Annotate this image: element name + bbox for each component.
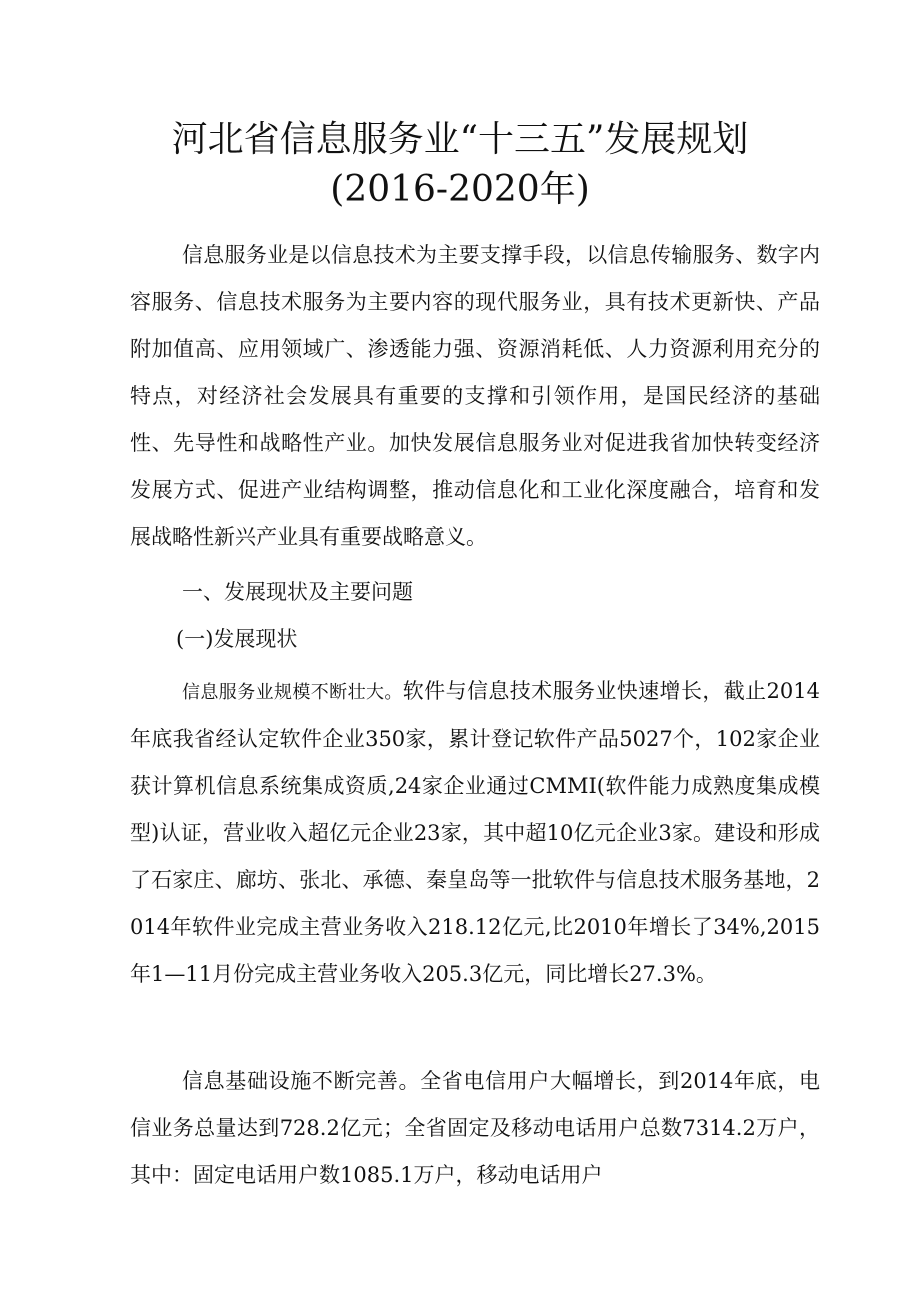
infrastructure-paragraph [130, 1058, 820, 1199]
document-title-years: (2016-2020年) [330, 169, 590, 210]
scale-paragraph [130, 668, 820, 998]
section-heading: 一、发展现状及主要问题 [182, 580, 413, 604]
subsection-heading: (一)发展现状 [176, 627, 298, 651]
intro-paragraph: 信息服务业是以信息技术为主要支撑手段，以信息传输服务、数字内容服务、信息技术服务为主要内容的现代服务业，具有技术更新快、产品附加值高、应用领域广、渗透能力强、资源消耗低、人力资源利用充分的特点，对经济社会发展具有重要的支撑和引领作用，是国民经济的基础性、先导性和战略性产业。加快发展信息服务业对促进我省加快转变经济发展方式、促进产业结构调整，推动信息化和工业化深度融合，培育和发展战略性新兴产业具有重要战略意义。 [130, 243, 820, 549]
scale-paragraph-body: 软件与信息技术服务业快速增长，截止2014年底我省经认定软件企业350家，累计登记软件产品5027个，102家企业获计算机信息系统集成资质,24家企业通过CMMI(软件能力成熟度集成模型)认证，营业收入超亿元企业23家，其中超10亿元企业3家。建设和形成了石家庄、廊坊、张北、承德、秦皇岛等一批软件与信息技术服务基地，2014年软件业完成主营业务收入218.12亿元,比2010年增长了34%,2015年1—11月份完成主营业务收入205.3亿元，同比增长27.3%。 [130, 679, 820, 986]
document-title: 河北省信息服务业“十三五”发展规划 [171, 119, 749, 160]
infrastructure-paragraph-body: 全省电信用户大幅增长，到2014年底，电信业务总量达到728.2亿元；全省固定及移动电话用户总数7314.2万户，其中：固定电话用户数1085.1万户，移动电话用户 [130, 1069, 820, 1187]
infrastructure-paragraph-lead: 信息基础设施不断完善。 [182, 1069, 421, 1093]
scale-paragraph-lead: 信息服务业规模不断壮大。 [182, 682, 403, 703]
